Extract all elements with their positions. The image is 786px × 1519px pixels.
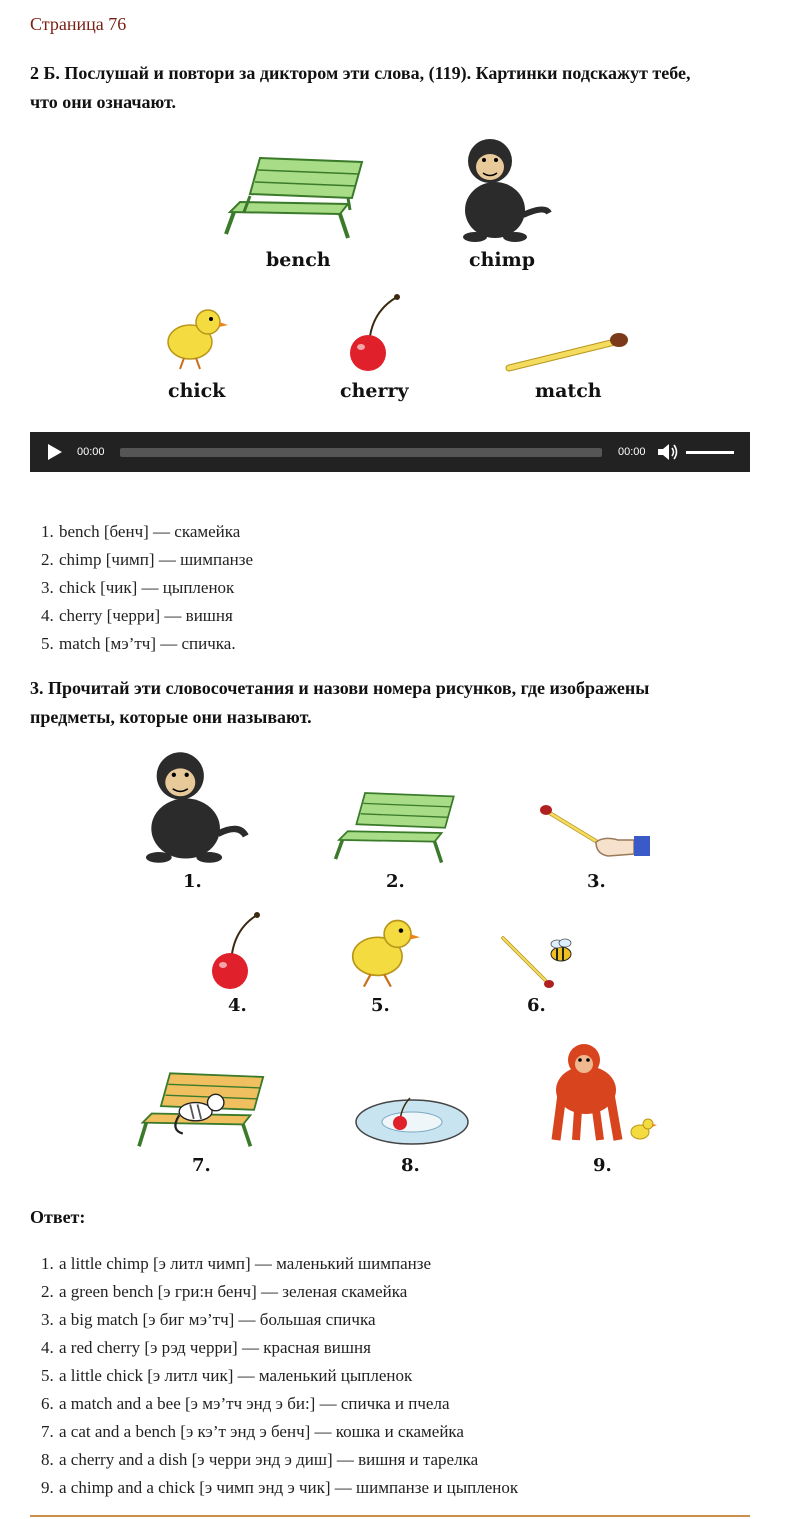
picture-number-2: 2. [386,871,405,892]
task2-heading: 2 Б. Послушай и повтори за диктором эти слова, (119). Картинки подскажут тебе, что они означают. [30,63,691,112]
list-item: 9. a chimp and a chick [э чимп энд э чик] — шимпанзе и цыпленок [58,1474,518,1502]
caption-chick: chick [168,380,226,402]
task3-heading: 3. Прочитай эти словосочетания и назови номера рисунков, где изображены предметы, которые они называют. [30,678,650,727]
cherry-picture [345,293,405,373]
chimp-and-chick-picture [544,1040,660,1146]
page-title: Страница 76 [30,14,127,34]
vocabulary-list [0,518,253,658]
audio-player [30,432,750,472]
list-item: 1. a little chimp [э литл чимп] — маленький шимпанзе [58,1250,518,1278]
list-item: 3. a big match [э биг мэ’тч] — большая спичка [58,1306,518,1334]
big-match-hand-picture [538,802,656,862]
list-item: 1. bench [бенч] — скамейка [58,518,253,546]
little-chick-picture [343,916,423,990]
chick-picture [160,306,230,372]
picture-number-5: 5. [371,995,390,1016]
cherry-and-dish-picture [354,1094,470,1146]
cat-and-bench-picture [127,1066,277,1150]
list-item: 4. a red cherry [э рэд черри] — красная вишня [58,1334,518,1362]
list-item: 4. cherry [черри] — вишня [58,602,253,630]
list-item: 2. a green bench [э гри:н бенч] — зеленая скамейка [58,1278,518,1306]
picture-number-9: 9. [593,1155,612,1176]
bottom-divider [30,1515,750,1517]
answer-label: Ответ: [30,1207,86,1227]
picture-number-7: 7. [192,1155,211,1176]
match-and-bee-picture [497,932,579,990]
picture-number-4: 4. [228,995,247,1016]
green-bench-picture [328,786,463,866]
list-item: 5. match [мэ’тч] — спичка. [58,630,253,658]
duration: 00:00 [618,446,646,458]
volume-slider[interactable] [686,451,734,454]
progress-rail[interactable] [120,448,602,457]
caption-match: match [535,380,602,402]
caption-cherry: cherry [340,380,409,402]
list-item: 7. a cat and a bench [э кэ’т энд э бенч] — кошка и скамейка [58,1418,518,1446]
chimp-sitting-picture [130,748,252,866]
red-cherry-picture [205,910,265,992]
match-picture [503,330,633,374]
caption-chimp: chimp [469,249,535,271]
picture-number-8: 8. [401,1155,420,1176]
list-item: 3. chick [чик] — цыпленок [58,574,253,602]
list-item: 6. a match and a bee [э мэ’тч энд э би:] — спичка и пчела [58,1390,518,1418]
answer-list [0,1250,518,1502]
picture-number-1: 1. [183,871,202,892]
list-item: 8. a cherry and a dish [э черри энд э диш] — вишня и тарелка [58,1446,518,1474]
chimp-picture [445,135,555,245]
volume-icon[interactable] [657,442,679,462]
list-item: 5. a little chick [э литл чик] — маленький цыпленок [58,1362,518,1390]
play-icon[interactable] [48,444,62,460]
picture-number-3: 3. [587,871,606,892]
current-time: 00:00 [77,446,105,458]
list-item: 2. chimp [чимп] — шимпанзе [58,546,253,574]
picture-number-6: 6. [527,995,546,1016]
bench-picture [220,150,370,242]
caption-bench: bench [266,249,331,271]
